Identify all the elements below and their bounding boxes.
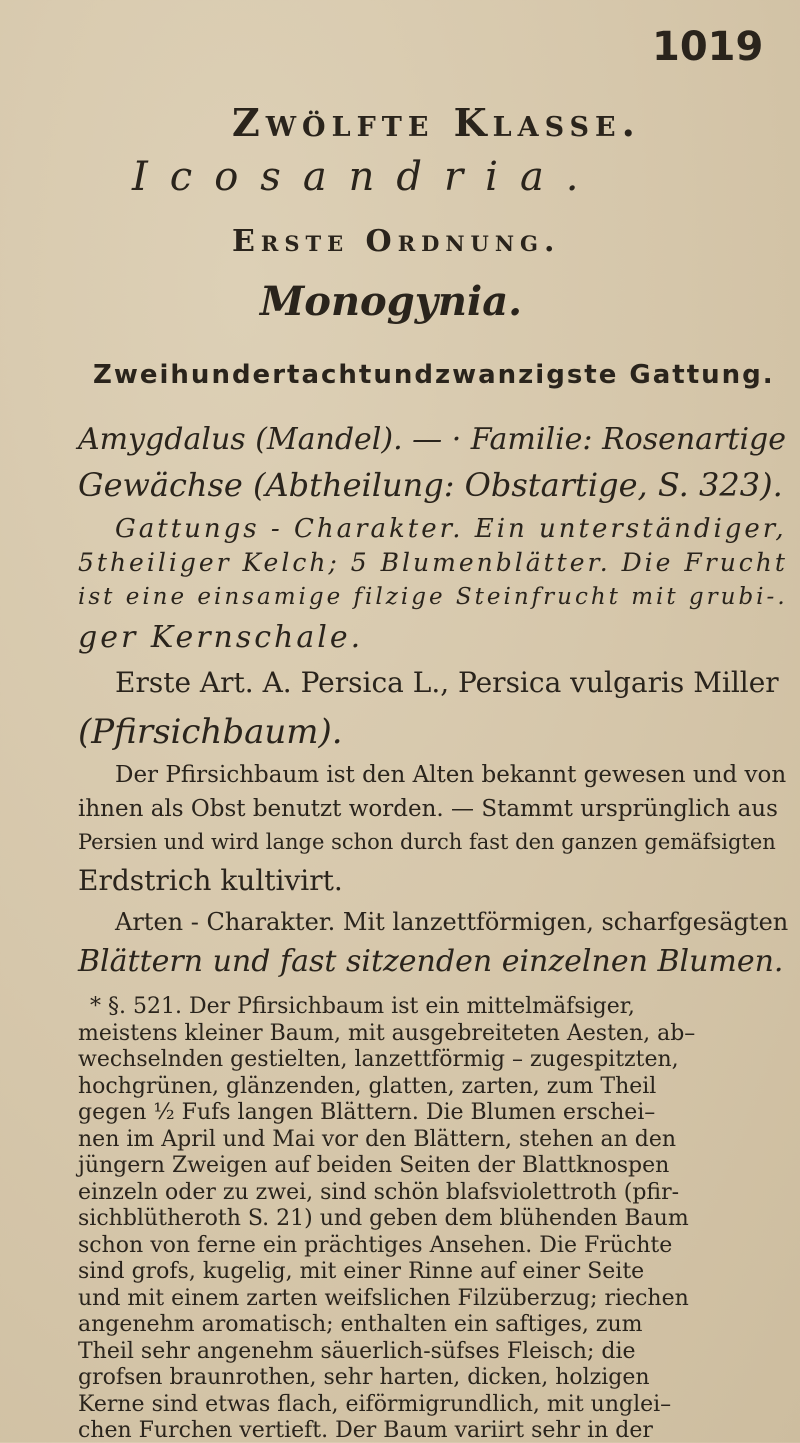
text-line-17: chen Furchen vertieft. Der Baum variirt sehr in der [78, 1418, 653, 1443]
page-number: 1019 [652, 24, 764, 70]
genus-title: Zweihundertachtundzwanzigste Gattung. [93, 360, 775, 390]
species-line-2: (Pfirsichbaum). [78, 712, 343, 752]
genus-character-1: Gattungs - Charakter. Ein unterständiger, [115, 514, 787, 544]
text-line-7: jüngern Zweigen auf beiden Seiten der Blattknospen [78, 1153, 670, 1178]
genus-line-1: Amygdalus (Mandel). — · Familie: Rosenartige [78, 422, 787, 457]
species-paragraph-1: Der Pfirsichbaum ist den Alten bekannt gewesen und von [115, 762, 787, 788]
text-line-8: einzeln oder zu zwei, sind schön blafsviolettroth (pfir- [78, 1179, 680, 1205]
text-line-2: meistens kleiner Baum, mit ausgebreiteten Aesten, ab– [78, 1020, 696, 1046]
order-name: Monogynia. [260, 278, 523, 325]
text-line-5: gegen ½ Fufs langen Blättern. Die Blumen erschei– [78, 1100, 656, 1125]
text-line-6: nen im April und Mai vor den Blättern, stehen an den [78, 1126, 677, 1152]
species-paragraph-4: Erdstrich kultivirt. [78, 864, 343, 897]
genus-line-2: Gewächse (Abtheilung: Obstartige, S. 323). [78, 466, 783, 504]
text-line-10: schon von ferne ein prächtiges Ansehen. Die Früchte [78, 1232, 673, 1258]
genus-character-2: 5theiliger Kelch; 5 Blumenblätter. Die Frucht [78, 548, 788, 577]
class-heading: Zwölfte Klasse. [232, 100, 641, 145]
text-line-16: Kerne sind etwas flach, eiförmigrundlich, mit unglei– [78, 1391, 672, 1417]
genus-character-3: ist eine einsamige filzige Steinfrucht mit grubi-. [78, 584, 788, 610]
text-line-4: hochgrünen, glänzenden, glatten, zarten, zum Theil [78, 1073, 657, 1099]
species-paragraph-3: Persien und wird lange schon durch fast den ganzen gemäfsigten [78, 830, 776, 854]
text-line-11: sind grofs, kugelig, mit einer Rinne auf einer Seite [78, 1259, 645, 1284]
species-line-1: Erste Art. A. Persica L., Persica vulgaris Miller [115, 666, 779, 699]
text-line-1: * §. 521. Der Pfirsichbaum ist ein mittelmäfsiger, [90, 994, 635, 1019]
text-line-14: Theil sehr angenehm säuerlich-süfses Fleisch; die [78, 1338, 636, 1364]
genus-character-4: ger Kernschale. [78, 620, 364, 655]
text-line-3: wechselnden gestielten, lanzettförmig – zugespitzten, [78, 1047, 679, 1072]
species-character-1: Arten - Charakter. Mit lanzettförmigen, scharfgesägten [115, 908, 789, 936]
species-paragraph-2: ihnen als Obst benutzt worden. — Stammt ursprünglich aus [78, 796, 778, 822]
text-line-13: angenehm aromatisch; enthalten ein saftiges, zum [78, 1312, 643, 1337]
text-line-9: sichblütheroth S. 21) und geben dem blühenden Baum [78, 1206, 689, 1231]
species-character-2: Blättern und fast sitzenden einzelnen Blumen. [78, 944, 784, 979]
text-line-15: grofsen braunrothen, sehr harten, dicken, holzigen [78, 1365, 650, 1390]
class-name: Icosandria. [132, 154, 601, 200]
order-heading: Erste Ordnung. [232, 224, 561, 259]
text-line-12: und mit einem zarten weifslichen Filzüberzug; riechen [78, 1285, 689, 1311]
